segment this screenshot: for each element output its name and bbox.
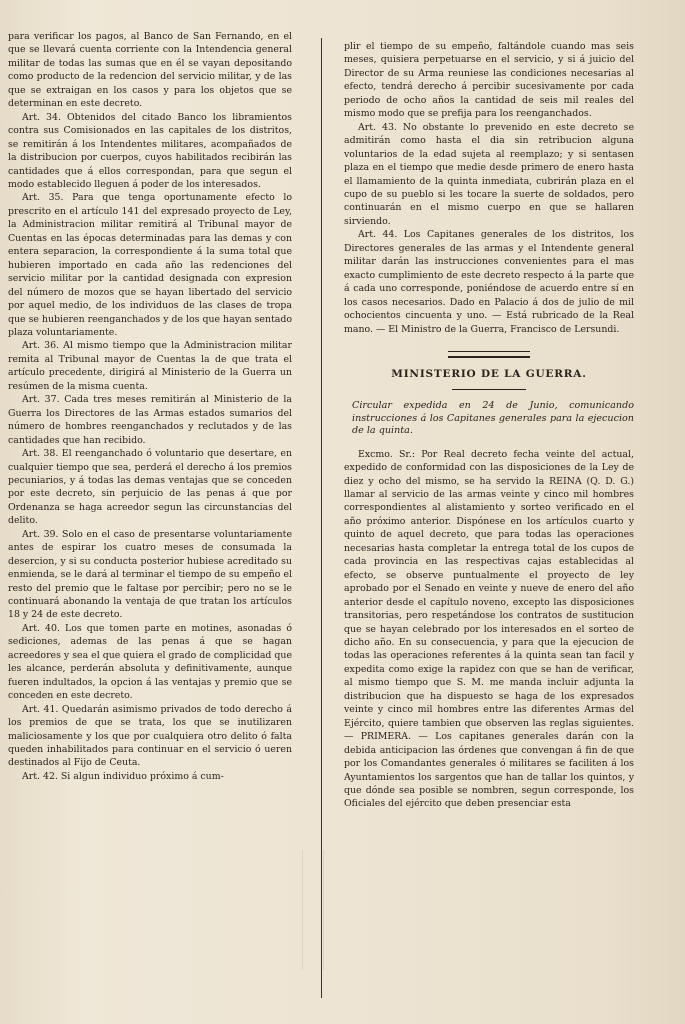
circular-body: Excmo. Sr.: Por Real decreto fecha veinte del actual, expedido de conformidad con las disposiciones de la Ley de diez y ocho del mismo, se ha servido la REINA (Q. D. G.) llamar al servicio de las armas veinte y cinco mil hombres correspondientes al alistamiento y sorteo verificado en el año próximo anterior. Dispónese en los artículos cuarto y quinto de aquel decreto, que para todas las operaciones necesarias hasta completar la entrega total de los cupos de cada provincia en las respectivas cajas establecidas al efecto, se observe puntualmente el proyecto de ley aprobado por el Senado en veinte y nueve de enero del año anterior desde el capítulo noveno, excepto las disposiciones transitorias, pero respetándose los contratos de sustitucion que se hayan celebrado por los interesados en el sorteo de dicho año. En su consecuencia, y para que la ejecucion de todas las operaciones referentes á la quinta sean tan facil y expedita como exige la rapidez con que se han de verificar, al mismo tiempo que S. M. me manda incluir adjunta la distribucion que ha dispuesto se haga de los expresados veinte y cinco mil hombres entre las diferentes Armas del Ejército, quiere tambien que observen las reglas siguientes. — PRIMERA. — Los capitanes generales darán con la debida anticipacion las órdenes que convengan á fin de que por los Comandantes generales ó militares se faciliten á los Ayuntamientos los sargentos que han de tallar los quintos, y que dónde sea posible se nombren, segun corresponde, los Oficiales del ejército que deben presenciar esta (344, 448, 634, 810)
ministry-heading: MINISTERIO DE LA GUERRA. (391, 367, 587, 380)
article-38: Art. 38. El reenganchado ó voluntario que desertare, en cualquier tiempo que sea, perderá el derecho á los premios pecuniarios, y á todas las demas ventajas que se conceden por este decreto, sin perjuicio de las penas á que por Ordenanza se haga acreedor segun las circunstancias del delito. (8, 448, 292, 527)
article-42-continued: plir el tiempo de su empeño, faltándole cuando mas seis meses, quisiera perpetuarse en el servicio, y si á juicio del Director de su Arma reuniese las condiciones necesarias al efecto, tendrá derecho á percibir sucesivamente por cada periodo de ocho años la cantidad de seis mil reales del mismo modo que se prefija para los reenganchados. (344, 41, 634, 120)
circular-heading: Circular expedida en 24 de Junio, comunicando instrucciones á los Capitanes generales para la ejecucion de la quinta. (352, 400, 634, 437)
article-42-start: Art. 42. Si algun individuo próximo á cum- (22, 770, 224, 782)
heading-underline (452, 389, 526, 390)
left-paragraph-0: para verificar los pagos, al Banco de San Fernando, en el que se llevará cuenta corriente con la Intendencia general militar de todas las sumas que en él se vayan depositando como producto de la redencion del servicio militar, y de las que se extraigan en los casos y para los objetos que se determinan en este decreto. (8, 31, 292, 110)
left-column (8, 30, 292, 783)
article-39: Art. 39. Solo en el caso de presentarse voluntariamente antes de espirar los cuatro meses de consumada la desercion, y si su conducta posterior hubiese acreditado su enmienda, se le dará al terminar el tiempo de su empeño el resto del premio que le faltase por percibir; pero no se le continuará abonando la ventaja de que tratan los artículos 18 y 24 de este decreto. (8, 528, 292, 621)
right-column (344, 40, 634, 811)
article-43: Art. 43. No obstante lo prevenido en este decreto se admitirán como hasta el dia sin retribucion alguna voluntarios de la edad sujeta al reemplazo; y si sentasen plaza en el tiempo que medie desde primero de enero hasta el llamamiento de la quinta inmediata, cubrirán plaza en el cupo de su pueblo si les tocare la suerte de soldados, pero continuarán en el mismo cuerpo en que se hallaren sirviendo. (344, 121, 634, 227)
article-36: Art. 36. Al mismo tiempo que la Administracion militar remita al Tribunal mayor de Cuentas la de que trata el artículo precedente, dirigirá al Ministerio de la Guerra un resúmen de la misma cuenta. (8, 340, 292, 392)
article-44: Art. 44. Los Capitanes generales de los distritos, los Directores generales de las armas y el Intendente general militar darán las instrucciones convenientes para el mas exacto cumplimiento de este decreto respecto á la parte que á cada uno corresponde, poniéndose de acuerdo entre sí en los casos necesarios. Dado en Palacio á dos de julio de mil ochocientos cincuenta y uno. — Está rubricado de la Real mano. — El Ministro de la Guerra, Francisco de Lersundi. (344, 229, 634, 335)
article-37: Art. 37. Cada tres meses remitirán al Ministerio de la Guerra los Directores de las Armas estados sumarios del número de hombres reenganchados y reclutados y de las cantidades que han recibido. (8, 394, 292, 446)
library-stamp-watermark (302, 850, 324, 970)
section-rule (448, 351, 530, 358)
article-41: Art. 41. Quedarán asimismo privados de todo derecho á los premios de que se trata, los que se inutilizaren maliciosamente y los que por cualquiera otro delito ó falta queden inhabilitados para continuar en el servicio ó ueren destinados al Fijo de Ceuta. (8, 703, 292, 769)
article-40: Art. 40. Los que tomen parte en motines, asonadas ó sediciones, ademas de las penas á que se hagan acreedores y sea el que quiera el grado de complicidad que les alcance, perderán absoluta y definitivamente, aunque fueren indultados, la opcion á las ventajas y premio que se conceden en este decreto. (8, 622, 292, 702)
article-35: Art. 35. Para que tenga oportunamente efecto lo prescrito en el artículo 141 del expresado proyecto de Ley, la Administracion militar remitirá al Tribunal mayor de Cuentas en las épocas determinadas para las demas y con entera separacion, la correspondiente á la suma total que hubieren importado en cada año las redenciones del servicio militar por la cantidad designada con expresion del número de mozos que se hayan libertado del servicio por aquel medio, de los individuos de las clases de tropa que se hubieren reenganchados y de los que hayan sentado plaza voluntariamente. (8, 192, 292, 338)
article-34: Art. 34. Obtenidos del citado Banco los libramientos contra sus Comisionados en las capitales de los distritos, se remitirán á los Intendentes militares, acompañados de la distribucion por cuerpos, cuyos habilitados recibirán las cantidades que á ellos correspondan, para que segun el modo establecido lleguen á poder de los interesados. (8, 111, 292, 190)
